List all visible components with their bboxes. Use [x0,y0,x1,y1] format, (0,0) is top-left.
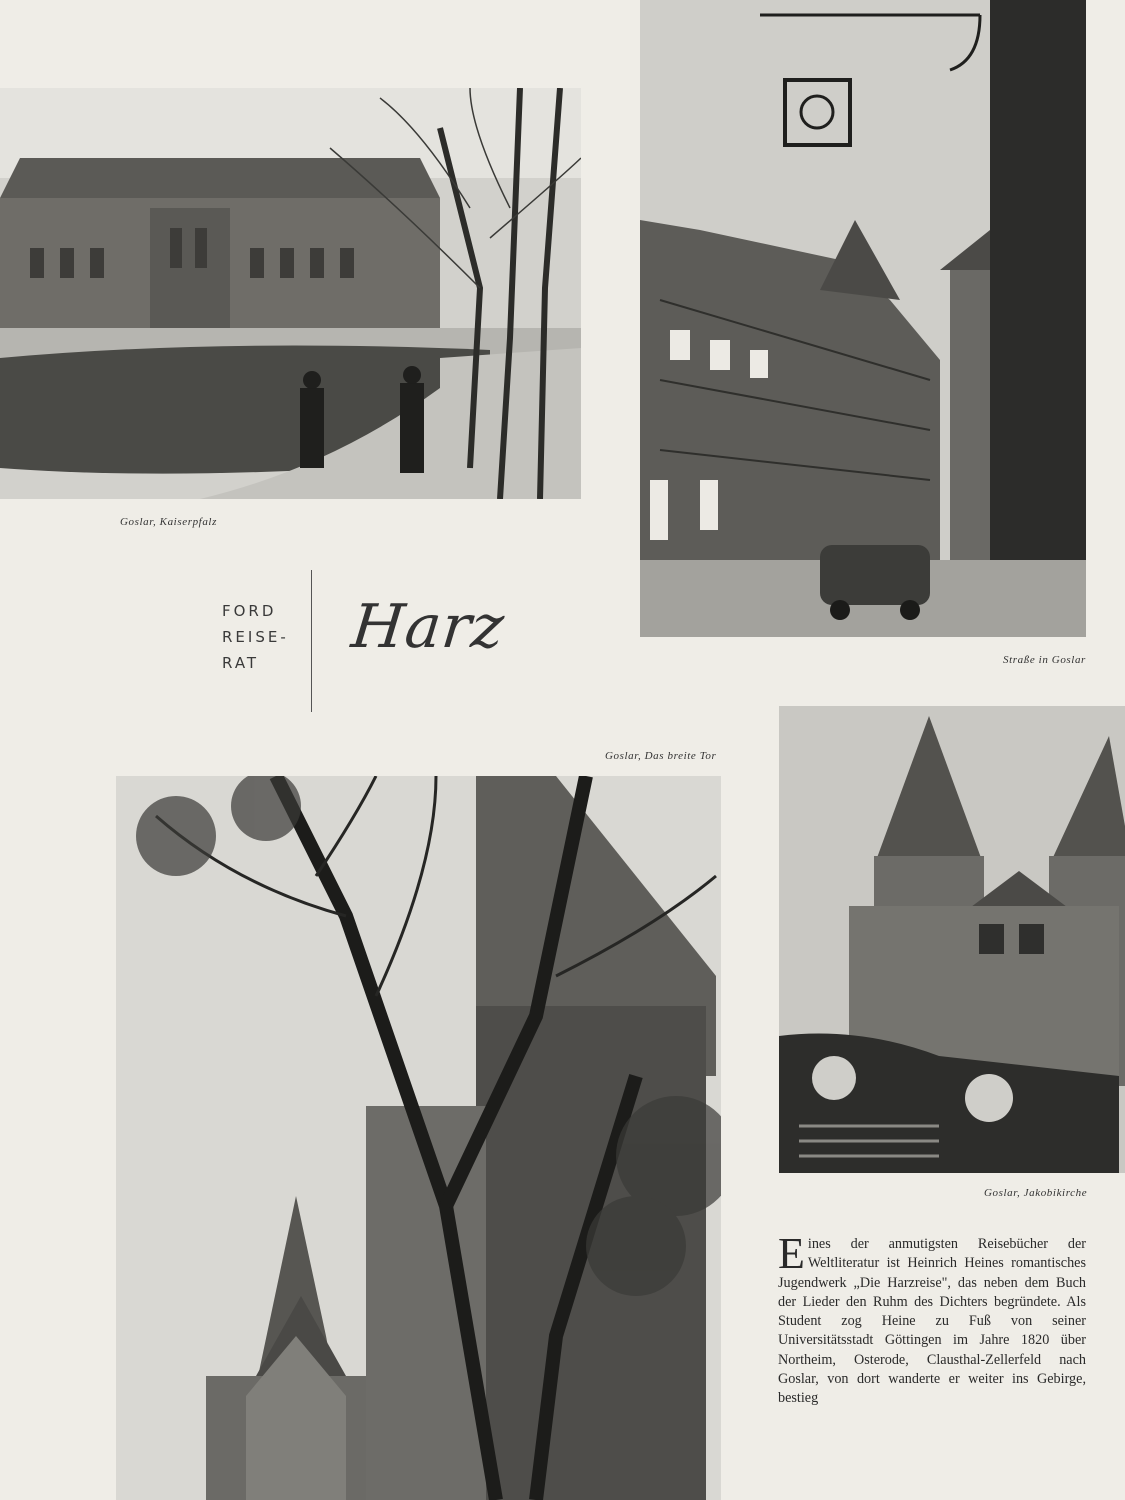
brand-line-3: RAT [222,654,260,672]
caption-breite-tor: Goslar, Das breite Tor [605,750,717,762]
caption-jakobikirche: Goslar, Jakobikirche [984,1187,1088,1199]
page-title: Harz [348,592,509,662]
brand-line-1: FORD [222,602,277,620]
caption-strasse: Straße in Goslar [1003,654,1086,666]
article-text: ines der anmutigsten Reisebücher der Weltliteratur ist Heinrich Heines romantisches Jugendwerk „Die Harzreise", das neben dem Buch der Lieder den Ruhm des Dichters begründete. Als Student zog Heine zu Fuß von seiner Universitätsstadt Göttingen im Jahre 1820 über Northeim, Osterode, Clausthal-Zellerfeld nach Goslar, von dort wanderte er weiter ins Gebirge, bestieg [778,1236,1086,1407]
caption-kaiserpfalz: Goslar, Kaiserpfalz [120,516,217,528]
photo-kaiserpfalz [0,88,581,499]
ford-reiserat-logo [222,598,289,676]
photo-church [779,706,1125,1173]
photo-gate [116,776,721,1500]
photo-street [640,0,1086,637]
drop-cap: E [778,1229,805,1278]
article-body [778,1229,1086,1409]
title-divider [311,570,312,712]
brand-line-2: REISE- [222,628,289,646]
